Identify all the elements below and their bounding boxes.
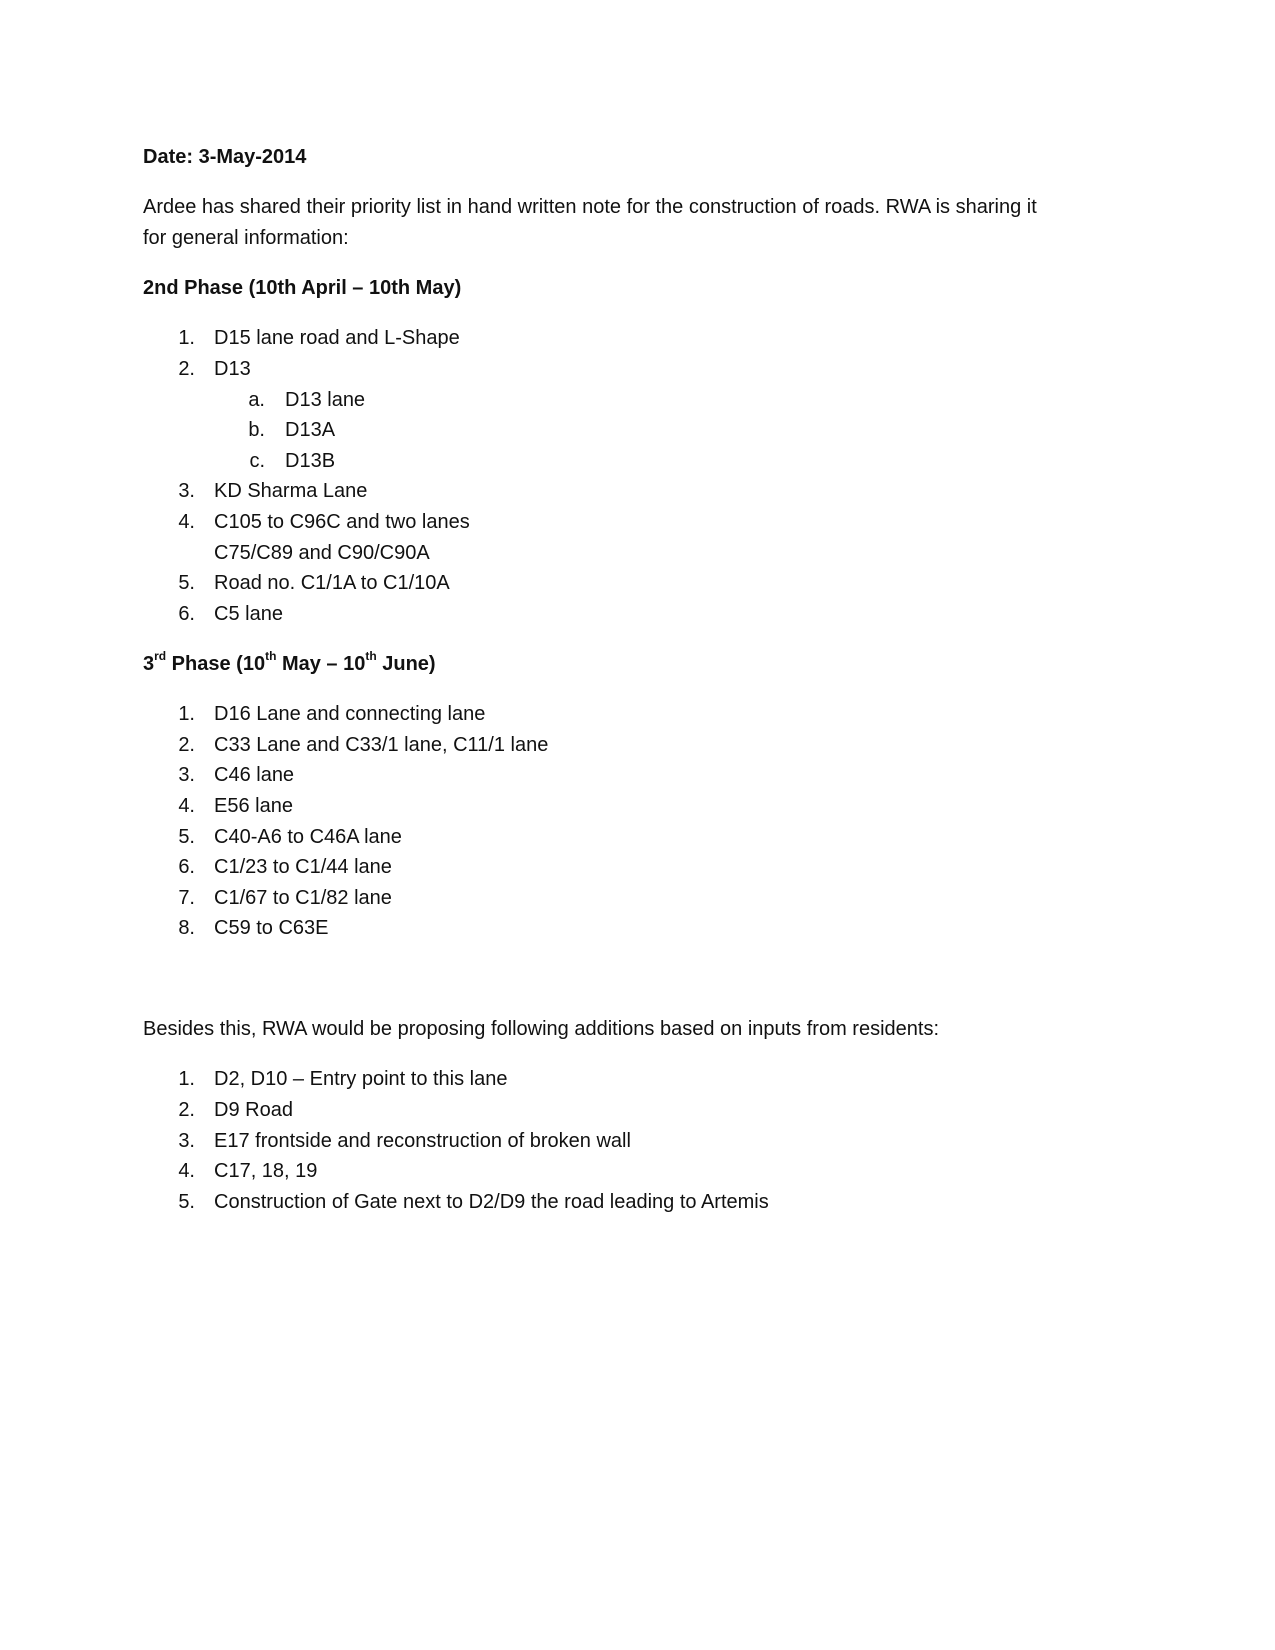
- list-text: C75/C89 and C90/C90A: [214, 542, 430, 564]
- list-text: C5 lane: [214, 603, 283, 625]
- list-number: 3.: [178, 480, 195, 502]
- sub-list-text: D13B: [285, 450, 336, 472]
- list-text: C59 to C63E: [214, 917, 329, 939]
- list-number: 3.: [178, 764, 195, 786]
- list-number: 5.: [178, 1191, 195, 1213]
- list-text: C105 to C96C and two lanes: [214, 511, 470, 533]
- intro-line-1: Ardee has shared their priority list in hand written note for the construction of roads. RWA is sharing it: [143, 196, 1037, 218]
- list-number: 7.: [178, 887, 195, 909]
- list-text: D15 lane road and L-Shape: [214, 327, 460, 349]
- list-text: D16 Lane and connecting lane: [214, 703, 486, 725]
- list-number: 6.: [178, 603, 195, 625]
- list-number: 8.: [178, 917, 195, 939]
- list-text: KD Sharma Lane: [214, 480, 368, 502]
- list-text: D9 Road: [214, 1099, 293, 1121]
- sub-list-letter: a.: [248, 389, 265, 411]
- list-text: C1/23 to C1/44 lane: [214, 856, 392, 878]
- intro-line-2: for general information:: [143, 227, 349, 249]
- phase3-heading: 3rd Phase (10th May – 10th June): [143, 649, 436, 675]
- sub-list-letter: b.: [248, 419, 265, 441]
- list-number: 6.: [178, 856, 195, 878]
- list-number: 1.: [178, 1068, 195, 1090]
- sub-list-letter: c.: [249, 450, 265, 472]
- list-number: 2.: [178, 358, 195, 380]
- list-number: 5.: [178, 826, 195, 848]
- list-text: Construction of Gate next to D2/D9 the road leading to Artemis: [214, 1191, 769, 1213]
- list-text: Road no. C1/1A to C1/10A: [214, 572, 450, 594]
- list-number: 4.: [178, 511, 195, 533]
- list-text: D2, D10 – Entry point to this lane: [214, 1068, 508, 1090]
- list-number: 1.: [178, 327, 195, 349]
- list-number: 5.: [178, 572, 195, 594]
- list-text: C33 Lane and C33/1 lane, C11/1 lane: [214, 734, 549, 756]
- date-line: Date: 3-May-2014: [143, 146, 307, 168]
- list-text: C46 lane: [214, 764, 295, 786]
- list-text: C40-A6 to C46A lane: [214, 826, 402, 848]
- list-number: 1.: [178, 703, 195, 725]
- list-number: 3.: [178, 1130, 195, 1152]
- list-text: D13: [214, 358, 251, 380]
- list-text: C1/67 to C1/82 lane: [214, 887, 392, 909]
- additions-intro: Besides this, RWA would be proposing following additions based on inputs from residents:: [143, 1018, 940, 1040]
- list-number: 2.: [178, 734, 195, 756]
- list-text: E56 lane: [214, 795, 293, 817]
- list-text: E17 frontside and reconstruction of broken wall: [214, 1130, 631, 1152]
- list-number: 4.: [178, 1160, 195, 1182]
- sub-list-text: D13 lane: [285, 389, 366, 411]
- phase2-heading: 2nd Phase (10th April – 10th May): [143, 277, 462, 299]
- list-number: 4.: [178, 795, 195, 817]
- list-number: 2.: [178, 1099, 195, 1121]
- sub-list-text: D13A: [285, 419, 336, 441]
- list-text: C17, 18, 19: [214, 1160, 318, 1182]
